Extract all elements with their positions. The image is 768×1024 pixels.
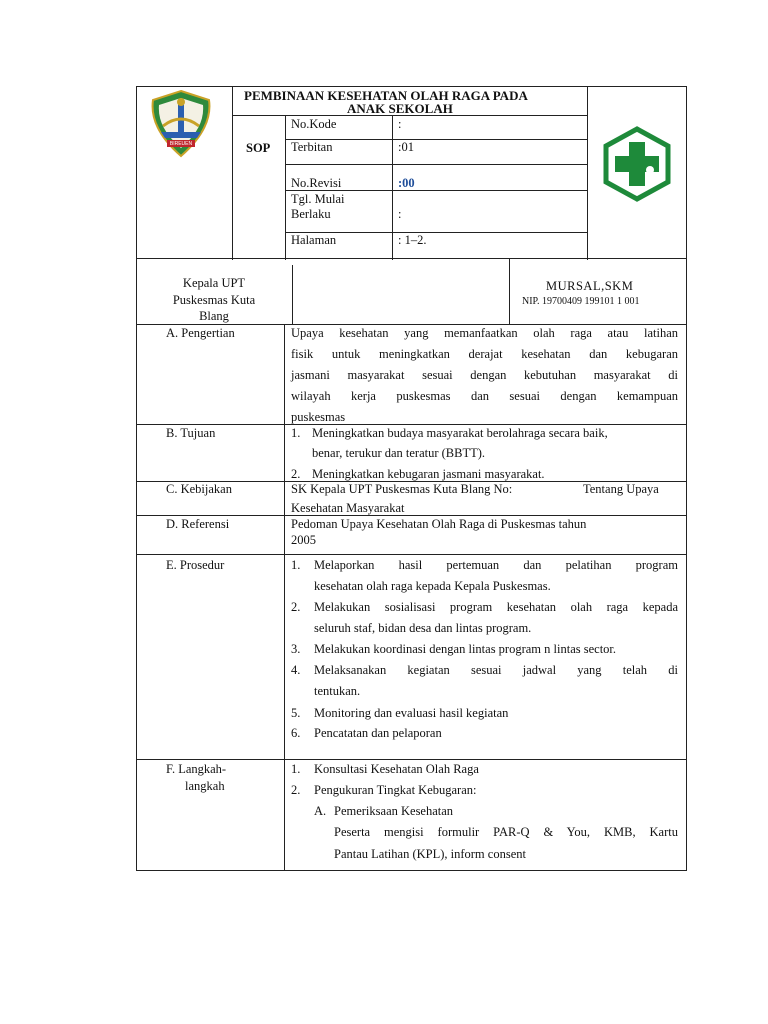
field-label-terbitan: Terbitan — [291, 140, 333, 154]
signature-right-border — [686, 258, 687, 324]
row-divider-prosedur — [136, 554, 687, 555]
document-title-line-2: ANAK SEKOLAH — [347, 101, 453, 116]
field-label-tgl-mulai-line-1: Tgl. Mulai — [291, 192, 345, 206]
pengertian-line: wilayah kerja puskesmas dan sesuai dengan kemampuan — [291, 389, 678, 403]
referensi-text: 2005 — [291, 533, 316, 547]
sop-divider — [285, 115, 286, 260]
langkah-subitem-letter: A. — [314, 804, 327, 818]
signature-position-line-3: Blang — [199, 309, 229, 323]
header-bottom-border — [136, 258, 687, 259]
field-label-no-kode: No.Kode — [291, 117, 337, 131]
signature-position-line-1: Kepala UPT — [182, 276, 246, 290]
tujuan-item-number: 1. — [291, 426, 301, 440]
field-value-no-kode: : — [398, 117, 402, 131]
langkah-item-text: Konsultasi Kesehatan Olah Raga — [314, 762, 479, 776]
field-value-terbitan: :01 — [398, 140, 414, 154]
field-label-no-revisi: No.Revisi — [291, 176, 342, 190]
signature-position-line-2: Puskesmas Kuta — [172, 293, 256, 307]
prosedur-item-text: seluruh staf, bidan desa dan lintas program. — [314, 621, 532, 635]
section-label-langkah: F. Langkah- — [166, 762, 227, 776]
field-value-halaman: : 1–2. — [398, 233, 427, 247]
prosedur-item-text: Melakukan sosialisasi program kesehatan olah raga kepada — [314, 600, 678, 614]
kebijakan-text: SK Kepala UPT Puskesmas Kuta Blang No: — [291, 482, 513, 496]
field-label-tgl-mulai-line-2: Berlaku — [291, 207, 331, 221]
body-right-border — [686, 324, 687, 871]
section-label-referensi: D. Referensi — [166, 517, 230, 531]
tujuan-item-number: 2. — [291, 467, 301, 481]
row-divider-tujuan — [136, 424, 687, 425]
langkah-item-number: 1. — [291, 762, 301, 776]
prosedur-item-text: Melaporkan hasil pertemuan dan pelatihan program — [314, 558, 678, 572]
prosedur-item-number: 1. — [291, 558, 301, 572]
langkah-detail-text: Peserta mengisi formulir PAR-Q & You, KMB, Kartu — [334, 825, 678, 839]
signature-box-right — [509, 258, 510, 324]
kebijakan-text: Kesehatan Masyarakat — [291, 501, 405, 515]
puskesmas-logo-icon — [602, 126, 672, 202]
prosedur-item-text: tentukan. — [314, 684, 361, 698]
body-column-divider — [284, 324, 285, 871]
prosedur-item-number: 5. — [291, 706, 301, 720]
pengertian-line: Upaya kesehatan yang memanfaatkan olah raga atau latihan — [291, 326, 678, 340]
prosedur-item-text: Monitoring dan evaluasi hasil kegiatan — [314, 706, 509, 720]
signatory-name: MURSAL,SKM — [546, 279, 634, 293]
field-value-tgl-mulai: : — [398, 207, 402, 221]
prosedur-item-text: Melakukan koordinasi dengan lintas program n lintas sector. — [314, 642, 617, 656]
signatory-nip: NIP. 19700409 199101 1 001 — [522, 296, 640, 307]
signature-box-left — [292, 265, 293, 324]
tujuan-item-text: Meningkatkan budaya masyarakat berolahraga secara baik, — [312, 426, 608, 440]
pengertian-line: puskesmas — [291, 410, 346, 424]
langkah-item-text: Pengukuran Tingkat Kebugaran: — [314, 783, 477, 797]
prosedur-item-text: kesehatan olah raga kepada Kepala Puskesmas. — [314, 579, 551, 593]
field-label-halaman: Halaman — [291, 233, 337, 247]
logo-divider-right — [587, 86, 588, 260]
emblem-banner-text: BIREUEN — [169, 141, 193, 147]
referensi-text: Pedoman Upaya Kesehatan Olah Raga di Puskesmas tahun — [291, 517, 587, 531]
kebijakan-text: Tentang Upaya — [583, 482, 659, 496]
row-divider-langkah — [136, 759, 687, 760]
section-label-pengertian: A. Pengertian — [166, 326, 235, 340]
field-value-no-revisi: :00 — [398, 176, 415, 190]
header-right-border — [686, 86, 687, 260]
body-left-border — [136, 324, 137, 871]
section-label-tujuan: B. Tujuan — [166, 426, 216, 440]
field-value-divider — [392, 115, 393, 260]
section-label-kebijakan: C. Kebijakan — [166, 482, 232, 496]
document-title-line-1: PEMBINAAN KESEHATAN OLAH RAGA PADA — [244, 88, 528, 103]
section-label-prosedur: E. Prosedur — [166, 558, 225, 572]
section-label-langkah: langkah — [185, 779, 225, 793]
row-divider-referensi — [136, 515, 687, 516]
pengertian-line: jasmani masyarakat sesuai dengan kebutuhan masyarakat di — [291, 368, 678, 382]
bireuen-emblem-icon — [145, 88, 217, 160]
prosedur-item-number: 3. — [291, 642, 301, 656]
pengertian-line: fisik untuk meningkatkan derajat kesehatan dan kebugaran — [291, 347, 678, 361]
body-bottom-border — [136, 870, 687, 871]
prosedur-item-text: Melaksanakan kegiatan sesuai jadwal yang telah di — [314, 663, 678, 677]
tujuan-item-text: Meningkatkan kebugaran jasmani masyarakat. — [312, 467, 545, 481]
prosedur-item-number: 4. — [291, 663, 301, 677]
header-top-border — [136, 86, 687, 87]
prosedur-item-text: Pencatatan dan pelaporan — [314, 726, 442, 740]
logo-divider-left — [232, 86, 233, 260]
body-top-border — [136, 324, 687, 325]
header-left-border — [136, 86, 137, 260]
prosedur-item-number: 6. — [291, 726, 301, 740]
langkah-subitem-text: Pemeriksaan Kesehatan — [334, 804, 454, 818]
langkah-detail-text: Pantau Latihan (KPL), inform consent — [334, 847, 526, 861]
tujuan-item-text: benar, terukur dan teratur (BBTT). — [312, 446, 486, 460]
sop-label: SOP — [246, 141, 271, 155]
field-row-line-2 — [285, 164, 588, 165]
langkah-item-number: 2. — [291, 783, 301, 797]
prosedur-item-number: 2. — [291, 600, 301, 614]
